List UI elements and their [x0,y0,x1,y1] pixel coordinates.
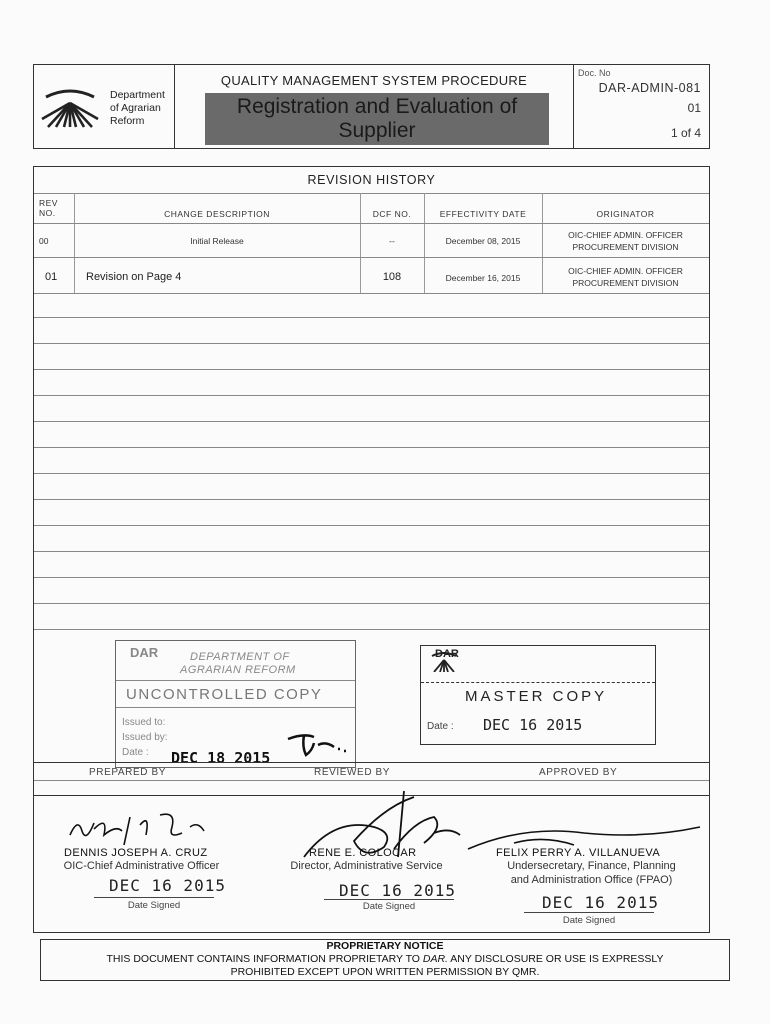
row2-dcf: 108 [382,271,402,283]
handwritten-initial-icon [284,729,354,759]
prepared-label: PREPARED BY [89,767,166,778]
notice-line1-a: THIS DOCUMENT CONTAINS INFORMATION PROPRIETARY TO [106,953,423,965]
col-change: CHANGE DESCRIPTION [164,209,270,219]
stamp2-dar: DAR [435,648,459,660]
row1-change: Initial Release [190,236,244,246]
approved-position-line1: Undersecretary, Finance, Planning [507,860,676,872]
dept-line-2: of Agrarian [110,102,161,114]
prepared-date-label: Date Signed [127,900,181,911]
revision-history-title: REVISION HISTORY [307,173,436,187]
document-header [33,64,710,149]
notice-title: PROPRIETARY NOTICE [326,940,444,952]
row1-date: December 08, 2015 [445,236,521,246]
title-line-1: Registration and Evaluation of [236,95,518,118]
stamp1-copy: UNCONTROLLED COPY [126,686,323,703]
document-title-box [205,93,549,145]
title-cell [174,65,574,148]
approved-position-line2: and Administration Office (FPAO) [510,874,673,886]
col-originator: ORIGINATOR [596,209,655,219]
row2-date: December 16, 2015 [445,273,521,283]
title-line-2: Supplier [338,119,416,142]
approved-date: DEC 16 2015 [542,893,659,912]
stamp2-date: DEC 16 2015 [483,716,583,734]
stamp1-issued-by: Issued by: [122,732,168,743]
row1-originator [542,229,709,253]
rev-no: 01 [687,101,701,115]
proprietary-notice [40,939,730,981]
prepared-name: DENNIS JOSEPH A. CRUZ [64,847,208,859]
dar-logo-area [34,65,174,148]
reviewed-name: RENE E. COLOCAR [309,847,417,859]
prepared-signature-icon [64,805,224,849]
doc-number-cell [574,65,709,148]
qms-label: QUALITY MANAGEMENT SYSTEM PROCEDURE [220,73,528,88]
sunburst-logo-icon [40,89,100,129]
stamp1-dar: DAR [130,645,159,660]
doc-no-label: Doc. No [578,68,611,78]
row2-orig-line2: PROCUREMENT DIVISION [572,278,679,288]
reviewed-position: Director, Administrative Service [290,860,443,872]
signature-block [33,762,710,933]
row1-rev: 00 [39,236,49,246]
document-title [205,95,549,143]
prepared-position: OIC-Chief Administrative Officer [63,860,220,872]
stamp1-issued-to: Issued to: [122,717,166,728]
master-copy-stamp [420,645,656,745]
stamp1-line2: AGRARIAN REFORM [180,664,296,676]
reviewed-label: REVIEWED BY [314,767,391,778]
row2-change: Revision on Page 4 [86,271,182,283]
stamp1-date: DEC 18 2015 [171,749,271,767]
page-no: 1 of 4 [670,126,701,140]
reviewed-date: DEC 16 2015 [339,881,456,900]
dept-line-1: Department [110,89,165,101]
row1-orig-line2: PROCUREMENT DIVISION [572,242,679,252]
approved-name: FELIX PERRY A. VILLANUEVA [496,847,661,859]
notice-line-2: PROHIBITED EXCEPT UPON WRITTEN PERMISSION BY QMR. [230,966,540,978]
stamp2-date-label: Date : [427,721,454,732]
uncontrolled-copy-stamp [115,640,356,768]
row1-dcf: -- [389,236,395,246]
dept-line-3: Reform [110,115,145,127]
col-effectivity: EFFECTIVITY DATE [439,209,527,219]
notice-line1-c: ANY DISCLOSURE OR USE IS EXPRESSLY [447,953,664,965]
doc-no: DAR-ADMIN-081 [598,81,701,95]
row2-rev: 01 [45,271,58,283]
col-dcf: DCF NO. [372,209,412,219]
row2-orig-line1: OIC-CHIEF ADMIN. OFFICER [568,266,683,276]
reviewed-date-label: Date Signed [362,901,416,912]
stamp1-line1: DEPARTMENT OF [190,651,290,663]
approved-position [479,859,704,887]
stamp2-copy: MASTER COPY [465,688,608,705]
prepared-date: DEC 16 2015 [109,876,226,895]
approved-date-label: Date Signed [562,915,616,926]
approved-label: APPROVED BY [539,767,618,778]
col-rev-no: REV NO. [39,198,58,218]
notice-line-1 [41,953,729,966]
row2-originator [542,265,709,289]
notice-line1-dar: DAR. [422,953,448,965]
stamp1-date-label: Date : [122,747,149,758]
row1-orig-line1: OIC-CHIEF ADMIN. OFFICER [568,230,683,240]
